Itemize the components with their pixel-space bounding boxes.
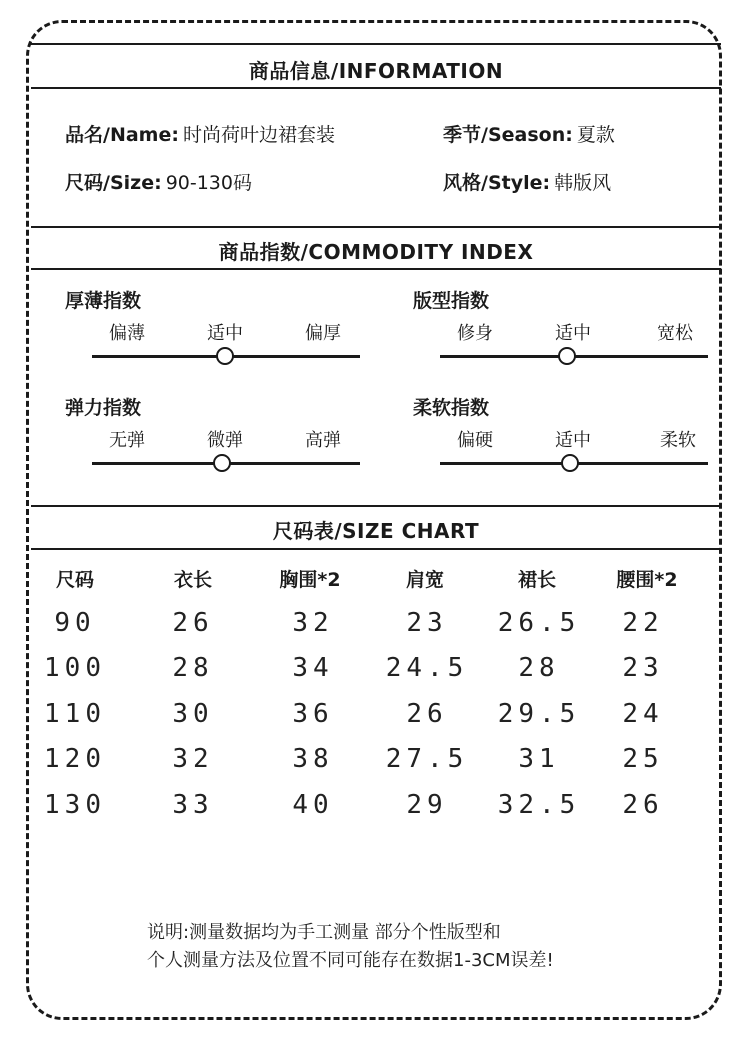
index-label: 适中 [555,430,591,451]
index-section-title: 商品指数/COMMODITY INDEX [218,240,534,264]
table-cell: 90 [54,608,96,638]
table-cell: 28 [518,653,560,683]
divider [31,43,721,45]
style-value: 韩版风 [554,172,612,194]
index-label: 适中 [555,323,591,344]
table-cell: 40 [292,790,334,820]
column-header-shoulder: 肩宽 [405,569,445,591]
note-line-1: 说明:测量数据均为手工测量 部分个性版型和 [147,922,501,943]
column-header-chest: 胸围*2 [279,569,341,591]
table-cell: 130 [44,790,106,820]
table-cell: 23 [622,653,664,683]
index-title: 弹力指数 [65,397,142,419]
table-cell: 26 [172,608,214,638]
elasticity-index [65,393,365,493]
product-season [443,120,615,147]
size-chart-title: 尺码表/SIZE CHART [272,519,480,543]
name-key: 品名/Name: [65,124,179,146]
index-label: 高弹 [305,430,341,451]
index-label: 微弹 [207,430,243,451]
season-key: 季节/Season: [443,124,573,146]
table-cell: 22 [622,608,664,638]
index-knob [213,454,231,472]
index-knob [561,454,579,472]
product-name [65,120,335,147]
table-cell: 29 [406,790,448,820]
season-value: 夏款 [576,124,615,146]
table-cell: 26 [406,699,448,729]
index-title: 柔软指数 [413,397,490,419]
divider [31,226,721,228]
table-cell: 26.5 [497,608,581,638]
table-cell: 30 [172,699,214,729]
table-cell: 33 [172,790,214,820]
table-cell: 120 [44,744,106,774]
table-cell: 25 [622,744,664,774]
table-cell: 31 [518,744,560,774]
product-size [65,168,252,195]
style-key: 风格/Style: [443,172,551,194]
table-cell: 24.5 [385,653,469,683]
column-header-waist: 腰围*2 [616,569,678,591]
table-cell: 23 [406,608,448,638]
divider [31,268,721,270]
index-label: 修身 [457,323,493,344]
index-knob [216,347,234,365]
table-cell: 26 [622,790,664,820]
index-label: 无弹 [109,430,145,451]
softness-index [413,393,713,493]
index-knob [558,347,576,365]
index-title: 版型指数 [413,290,490,312]
index-label: 偏厚 [305,323,341,344]
divider [31,87,721,89]
index-title: 厚薄指数 [65,290,142,312]
table-cell: 34 [292,653,334,683]
index-label: 偏薄 [109,323,145,344]
index-label: 适中 [207,323,243,344]
column-header-length: 衣长 [173,569,213,591]
table-cell: 110 [44,699,106,729]
column-header-skirt: 裙长 [517,569,557,591]
size-key: 尺码/Size: [65,172,162,194]
table-cell: 24 [622,699,664,729]
table-cell: 36 [292,699,334,729]
thickness-index [65,286,365,386]
size-value: 90-130码 [165,172,252,194]
table-cell: 32 [172,744,214,774]
divider [31,548,721,550]
table-cell: 32.5 [497,790,581,820]
note-line-2: 个人测量方法及位置不同可能存在数据1-3CM误差! [147,950,554,971]
table-cell: 38 [292,744,334,774]
column-header-size: 尺码 [55,569,95,591]
product-style [443,168,611,195]
info-section-title: 商品信息/INFORMATION [248,59,504,83]
index-label: 宽松 [657,323,693,344]
table-cell: 28 [172,653,214,683]
table-cell: 32 [292,608,334,638]
fit-index [413,286,713,386]
index-label: 柔软 [660,430,696,451]
name-value: 时尚荷叶边裙套装 [182,124,335,146]
table-cell: 100 [44,653,106,683]
index-label: 偏硬 [457,430,493,451]
table-cell: 29.5 [497,699,581,729]
divider [31,505,721,507]
table-cell: 27.5 [385,744,469,774]
